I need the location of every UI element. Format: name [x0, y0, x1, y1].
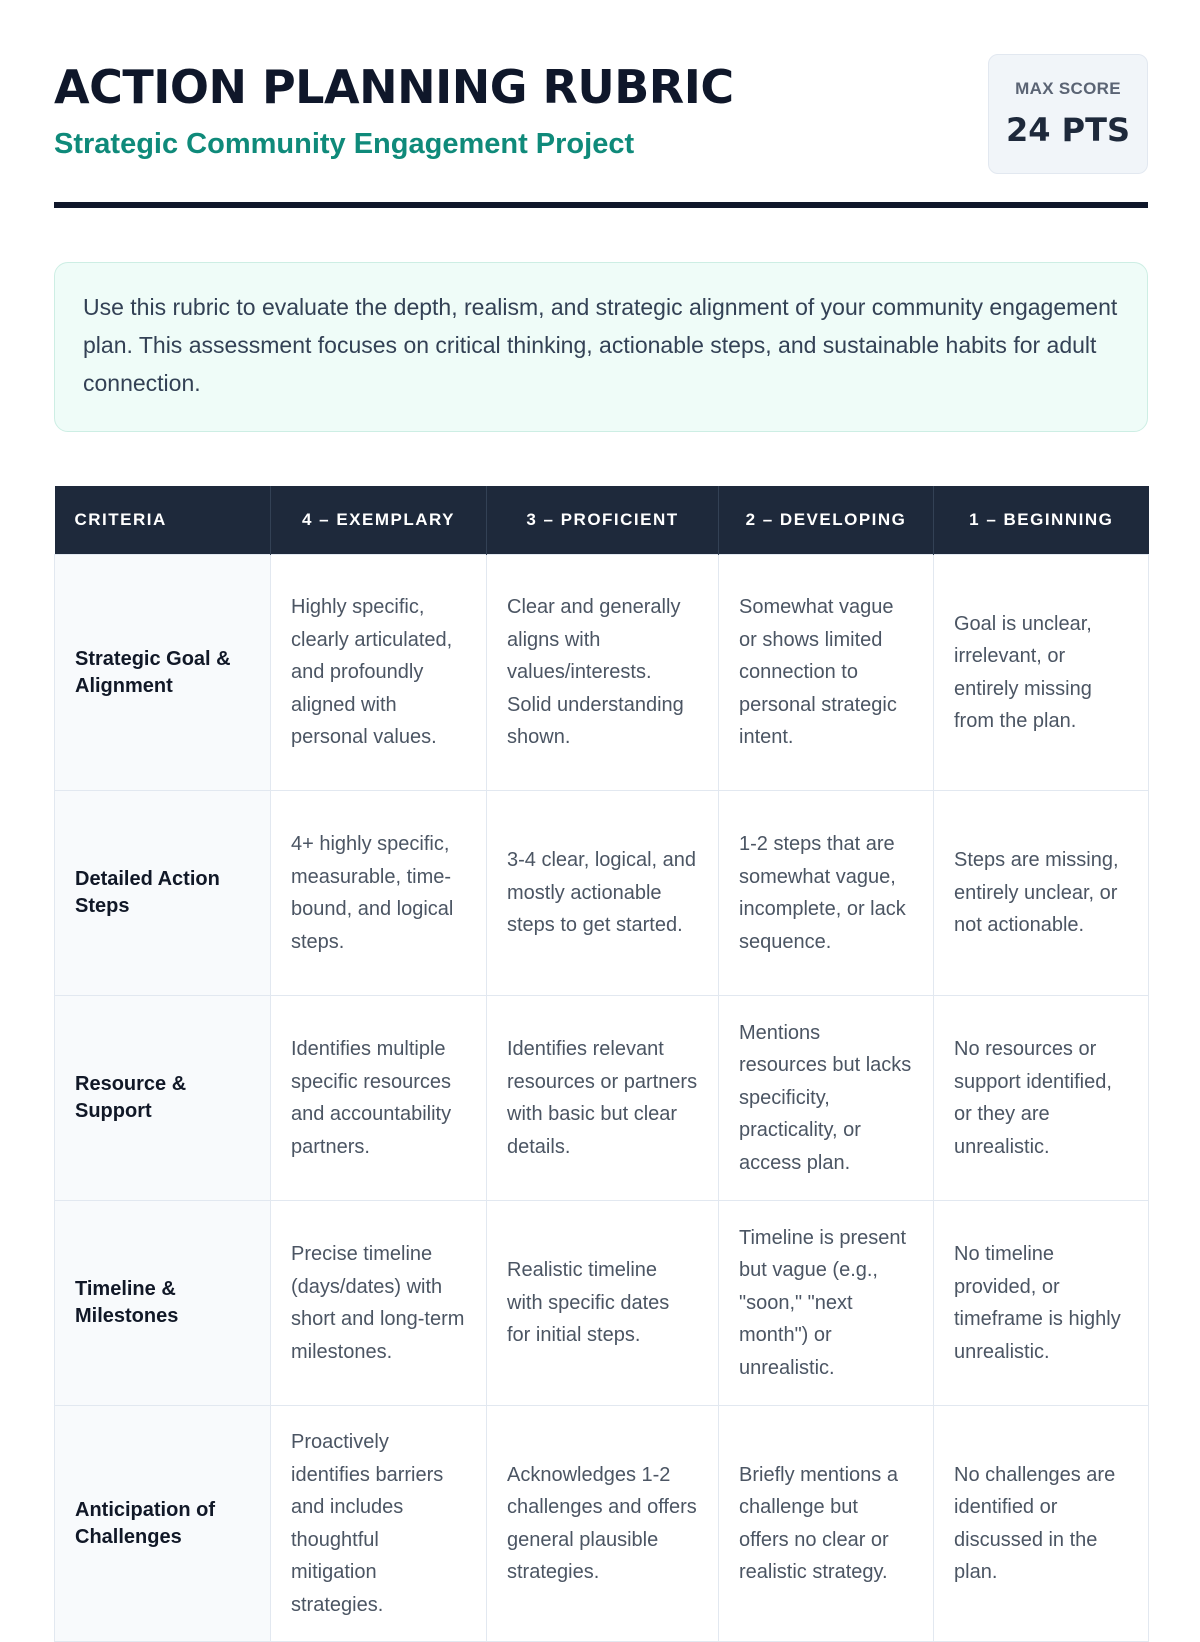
proficient-cell: Acknowledges 1-2 challenges and offers general plausible strategies. — [487, 1406, 719, 1642]
exemplary-cell: Precise timeline (days/dates) with short and long-term milestones. — [271, 1201, 487, 1406]
header-criteria: CRITERIA — [55, 486, 271, 555]
exemplary-cell: 4+ highly specific, measurable, time-bound, and logical steps. — [271, 791, 487, 996]
max-score-value: 24 PTS — [1006, 111, 1130, 149]
intro-callout: Use this rubric to evaluate the depth, realism, and strategic alignment of your community engagement plan. This assessment focuses on critical thinking, actionable steps, and sustainable habits for adult connection. — [54, 262, 1148, 432]
page-header — [54, 0, 1148, 210]
page-title: ACTION PLANNING RUBRIC — [54, 60, 734, 114]
proficient-cell: Realistic timeline with specific dates for initial steps. — [487, 1201, 719, 1406]
table-row — [55, 1406, 1149, 1642]
rubric-table — [54, 486, 1149, 1642]
proficient-cell: Identifies relevant resources or partners with basic but clear details. — [487, 996, 719, 1201]
exemplary-cell: Highly specific, clearly articulated, and profoundly aligned with personal values. — [271, 555, 487, 791]
proficient-cell: Clear and generally aligns with values/interests. Solid understanding shown. — [487, 555, 719, 791]
developing-cell: Briefly mentions a challenge but offers no clear or realistic strategy. — [719, 1406, 934, 1642]
header-divider — [54, 202, 1148, 208]
criteria-cell: Detailed Action Steps — [55, 791, 271, 996]
beginning-cell: Goal is unclear, irrelevant, or entirely missing from the plan. — [934, 555, 1149, 791]
exemplary-cell: Proactively identifies barriers and includes thoughtful mitigation strategies. — [271, 1406, 487, 1642]
developing-cell: Mentions resources but lacks specificity, practicality, or access plan. — [719, 996, 934, 1201]
beginning-cell: No challenges are identified or discussed in the plan. — [934, 1406, 1149, 1642]
criteria-cell: Anticipation of Challenges — [55, 1406, 271, 1642]
table-row — [55, 996, 1149, 1201]
header-proficient: 3 – PROFICIENT — [487, 486, 719, 555]
table-row — [55, 555, 1149, 791]
header-exemplary: 4 – EXEMPLARY — [271, 486, 487, 555]
criteria-cell: Timeline & Milestones — [55, 1201, 271, 1406]
beginning-cell: Steps are missing, entirely unclear, or not actionable. — [934, 791, 1149, 996]
table-header-row — [55, 486, 1149, 555]
max-score-label: MAX SCORE — [1015, 79, 1121, 98]
beginning-cell: No resources or support identified, or they are unrealistic. — [934, 996, 1149, 1201]
max-score-badge — [988, 54, 1148, 174]
exemplary-cell: Identifies multiple specific resources and accountability partners. — [271, 996, 487, 1201]
criteria-cell: Resource & Support — [55, 996, 271, 1201]
page-subtitle: Strategic Community Engagement Project — [54, 128, 635, 160]
table-row — [55, 1201, 1149, 1406]
developing-cell: Timeline is present but vague (e.g., "soon," "next month") or unrealistic. — [719, 1201, 934, 1406]
criteria-cell: Strategic Goal & Alignment — [55, 555, 271, 791]
table-row — [55, 791, 1149, 996]
developing-cell: 1-2 steps that are somewhat vague, incomplete, or lack sequence. — [719, 791, 934, 996]
header-beginning: 1 – BEGINNING — [934, 486, 1149, 555]
rubric-page — [54, 0, 1148, 1616]
developing-cell: Somewhat vague or shows limited connection to personal strategic intent. — [719, 555, 934, 791]
proficient-cell: 3-4 clear, logical, and mostly actionable steps to get started. — [487, 791, 719, 996]
beginning-cell: No timeline provided, or timeframe is highly unrealistic. — [934, 1201, 1149, 1406]
header-developing: 2 – DEVELOPING — [719, 486, 934, 555]
